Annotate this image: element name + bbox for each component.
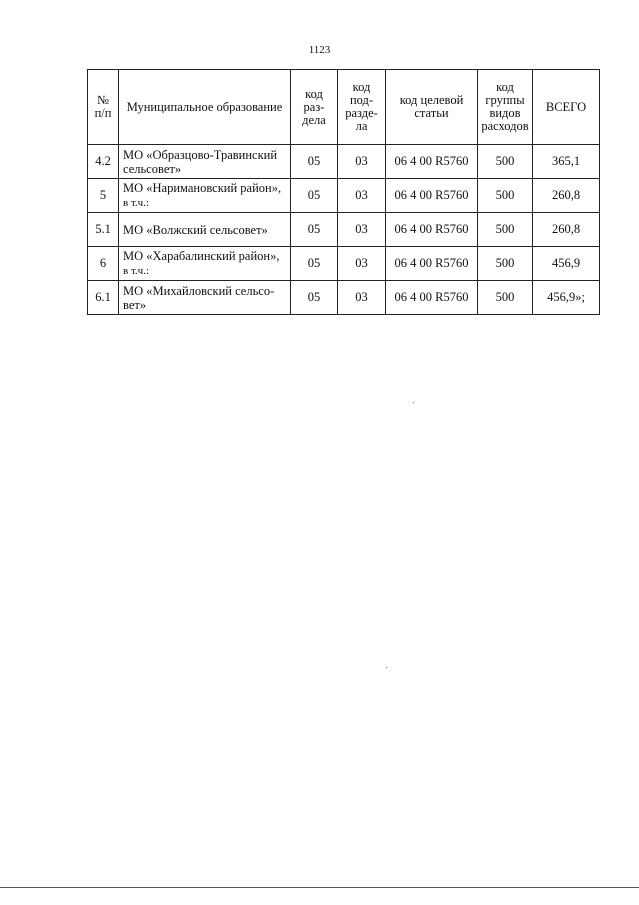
- budget-table: [87, 69, 600, 315]
- row-total: 260,8: [533, 179, 600, 213]
- municipality-name: МО «Наримановский район»,: [123, 181, 282, 195]
- municipality-name: МО «Волжский сельсовет»: [123, 222, 268, 237]
- row-target: 06 4 00 R5760: [386, 145, 478, 179]
- scan-speck: [413, 402, 414, 403]
- row-total: 456,9»;: [533, 281, 600, 315]
- header-total: ВСЕГО: [533, 70, 600, 145]
- row-section: 05: [291, 179, 338, 213]
- row-expense-group: 500: [478, 145, 533, 179]
- row-expense-group: 500: [478, 213, 533, 247]
- header-subsection: код под-разде-ла: [338, 70, 386, 145]
- table-row: [88, 281, 600, 315]
- row-num: 5: [88, 179, 119, 213]
- table-row: [88, 247, 600, 281]
- row-subsection: 03: [338, 179, 386, 213]
- header-num: № п/п: [88, 70, 119, 145]
- row-num: 6.1: [88, 281, 119, 315]
- row-expense-group: 500: [478, 179, 533, 213]
- header-municipality: Муниципальное образование: [119, 70, 291, 145]
- row-section: 05: [291, 145, 338, 179]
- scan-speck: [386, 667, 387, 668]
- municipality-name: МО «Образцово-Травинский сельсовет»: [123, 147, 278, 176]
- row-municipality: [119, 145, 291, 179]
- row-subsection: 03: [338, 281, 386, 315]
- row-expense-group: 500: [478, 281, 533, 315]
- row-total: 456,9: [533, 247, 600, 281]
- row-target: 06 4 00 R5760: [386, 213, 478, 247]
- page-number: 1123: [308, 44, 331, 56]
- row-target: 06 4 00 R5760: [386, 247, 478, 281]
- row-municipality: [119, 281, 291, 315]
- row-municipality: [119, 247, 291, 281]
- row-subsection: 03: [338, 145, 386, 179]
- row-total: 260,8: [533, 213, 600, 247]
- row-section: 05: [291, 213, 338, 247]
- municipality-note: в т.ч.:: [123, 197, 150, 209]
- row-section: 05: [291, 281, 338, 315]
- header-target: код целевой статьи: [386, 70, 478, 145]
- row-num: 5.1: [88, 213, 119, 247]
- row-subsection: 03: [338, 213, 386, 247]
- row-municipality: [119, 179, 291, 213]
- row-total: 365,1: [533, 145, 600, 179]
- row-expense-group: 500: [478, 247, 533, 281]
- header-section: код раз-дела: [291, 70, 338, 145]
- header-expense-group: код группы видов расходов: [478, 70, 533, 145]
- table-row: [88, 213, 600, 247]
- row-target: 06 4 00 R5760: [386, 179, 478, 213]
- row-section: 05: [291, 247, 338, 281]
- row-num: 6: [88, 247, 119, 281]
- municipality-name: МО «Харабалинский район»,: [123, 249, 280, 263]
- row-municipality: [119, 213, 291, 247]
- table-row: [88, 179, 600, 213]
- row-target: 06 4 00 R5760: [386, 281, 478, 315]
- municipality-note: в т.ч.:: [123, 265, 150, 277]
- table-header-row: [88, 70, 600, 145]
- municipality-name: МО «Михайловский сельсо-вет»: [123, 283, 275, 312]
- table-row: [88, 145, 600, 179]
- row-subsection: 03: [338, 247, 386, 281]
- bottom-rule: [0, 887, 639, 888]
- row-num: 4.2: [88, 145, 119, 179]
